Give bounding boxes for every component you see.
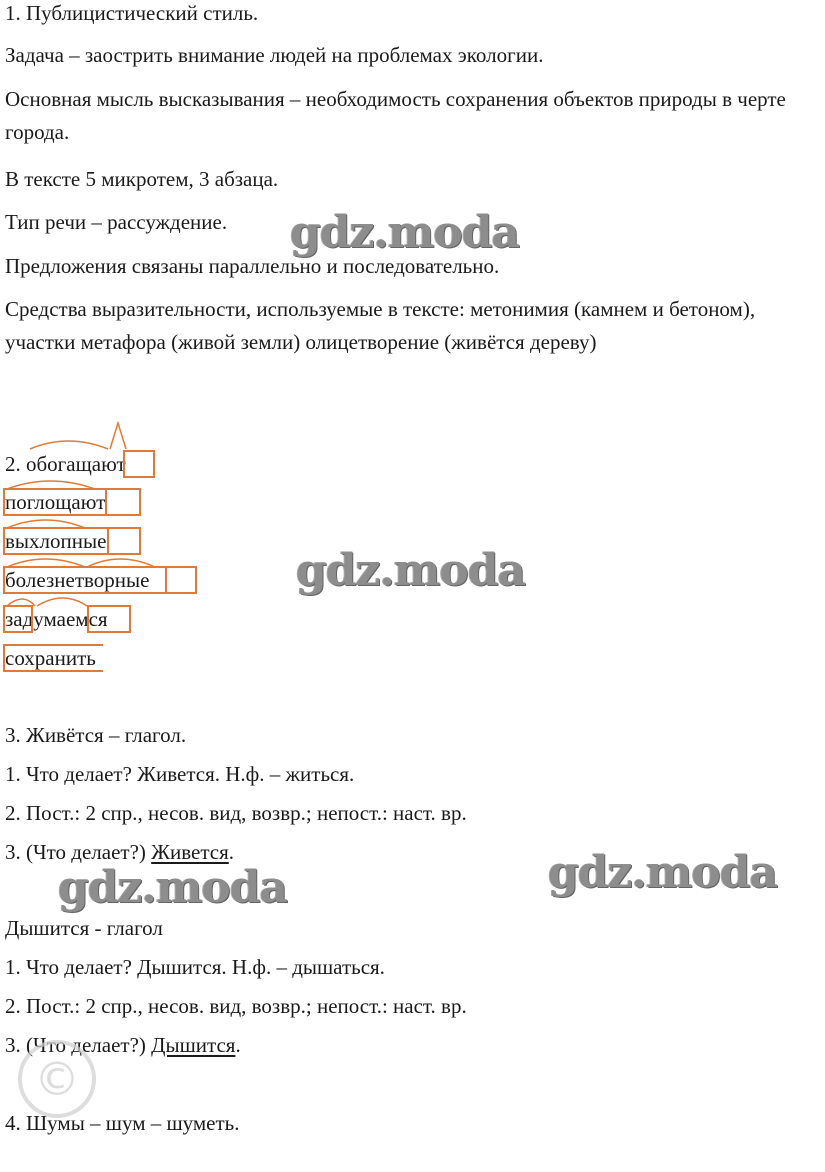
morpheme-prefix-box	[3, 605, 33, 633]
morpheme-word: обогащают	[26, 451, 126, 477]
text-line: Задача – заострить внимание людей на проблемах экологии.	[5, 43, 544, 67]
morpheme-stem-mark	[3, 566, 165, 594]
text-line: 2. Пост.: 2 спр., несов. вид, возвр.; непост.: наст. вр.	[5, 994, 467, 1018]
underlined-predicate: Живется	[151, 840, 229, 864]
text-line: 3. Живётся – глагол.	[5, 723, 187, 747]
morpheme-word: болезнетворные	[5, 567, 149, 593]
morpheme-line	[5, 645, 96, 671]
text-line: 3. (Что делает?) Дышится.	[5, 1033, 241, 1057]
morpheme-ending-box	[105, 488, 141, 516]
morpheme-stem-mark	[3, 644, 103, 672]
morpheme-ending-box	[123, 450, 155, 478]
morpheme-stem-mark	[3, 488, 107, 516]
text-line: Тип речи – рассуждение.	[5, 210, 228, 234]
text-paragraph: Средства выразительности, используемые в тексте: метонимия (камнем и бетоном), участки метафора (живой земли) олицетворение (живётся дереву)	[5, 297, 756, 354]
morpheme-word: поглощают	[5, 489, 105, 515]
text-line: 1. Публицистический стиль.	[5, 1, 259, 25]
text-line: 1. Что делает? Живется. Н.ф. – житься.	[5, 762, 355, 786]
text-line: 1. Что делает? Дышится. Н.ф. – дышаться.	[5, 955, 385, 979]
text-line: 3. (Что делает?) Живется.	[5, 840, 235, 864]
morpheme-line	[5, 489, 105, 515]
text-paragraph: Основная мысль высказывания – необходимость сохранения объектов природы в черте города.	[5, 87, 786, 144]
watermark-logo: gdz.moda	[290, 207, 520, 258]
morpheme-line	[5, 606, 108, 632]
text-line: 4. Шумы – шум – шуметь.	[5, 1111, 240, 1135]
morpheme-word: сохранить	[5, 645, 96, 671]
text-line: В тексте 5 микротем, 3 абзаца.	[5, 167, 279, 191]
text-line: 2. Пост.: 2 спр., несов. вид, возвр.; непост.: наст. вр.	[5, 801, 467, 825]
morpheme-line	[5, 451, 126, 477]
text-line: Предложения связаны параллельно и последовательно.	[5, 254, 500, 278]
morpheme-word: выхлопные	[5, 528, 106, 554]
watermark-logo: gdz.moda	[58, 862, 288, 913]
text-line: Дышится - глагол	[5, 916, 163, 940]
morpheme-ending-box	[165, 566, 197, 594]
underlined-predicate: Дышится	[151, 1033, 236, 1057]
watermark-logo: gdz.moda	[548, 847, 778, 898]
morpheme-ending-box	[87, 605, 131, 633]
morpheme-word: задумаемся	[5, 606, 108, 632]
copyright-icon: ©	[18, 1040, 96, 1118]
morpheme-line	[5, 567, 149, 593]
watermark-logo: gdz.moda	[296, 545, 526, 596]
section-number: 2.	[5, 452, 26, 476]
